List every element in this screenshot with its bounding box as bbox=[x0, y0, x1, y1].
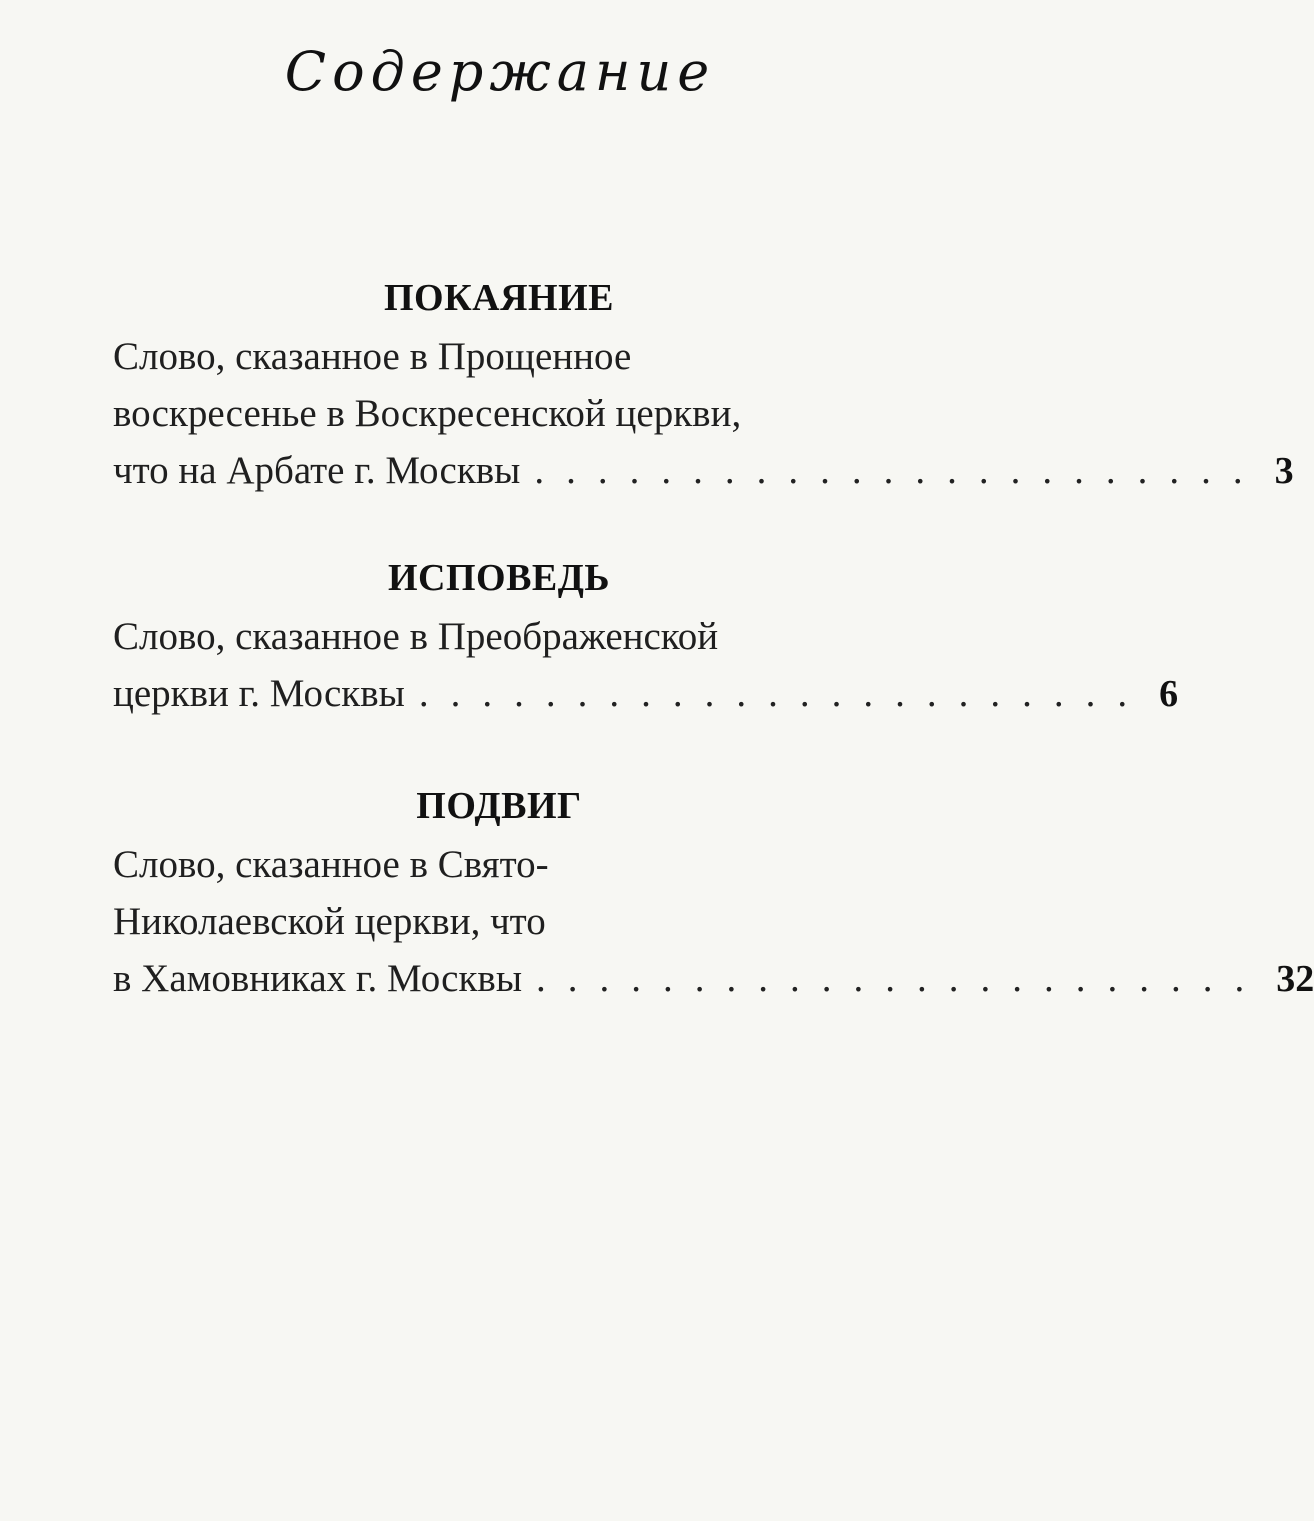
entry-line-with-page bbox=[113, 950, 1314, 1008]
entry-line: что на Арбате г. Москвы bbox=[113, 449, 521, 492]
toc-section-feat bbox=[113, 780, 1314, 1008]
dot-leader: ....................... bbox=[534, 449, 1265, 492]
entry-line: Слово, сказанное в Преображенской bbox=[113, 615, 719, 658]
entry-line: Слово, сказанное в Свято- bbox=[113, 843, 549, 886]
toc-section-confession bbox=[113, 552, 1179, 723]
entry-line: воскресенье в Воскресенской церкви, bbox=[113, 392, 742, 435]
dot-leader: ....................... bbox=[536, 957, 1267, 1000]
page-number: 6 bbox=[1159, 673, 1179, 715]
entry-line-with-page bbox=[113, 442, 1294, 500]
toc-section-repentance bbox=[113, 272, 1294, 500]
entry-line: в Хамовниках г. Москвы bbox=[113, 957, 523, 1000]
section-heading: ПОДВИГ bbox=[416, 785, 582, 827]
entry-line-with-page bbox=[113, 665, 1179, 723]
section-heading: ИСПОВЕДЬ bbox=[387, 557, 611, 599]
entry-line: Слово, сказанное в Прощенное bbox=[113, 335, 632, 378]
page-number: 3 bbox=[1274, 450, 1294, 492]
entry-line: Николаевской церкви, что bbox=[113, 900, 546, 943]
dot-leader: ....................... bbox=[418, 672, 1150, 715]
page-title: Содержание bbox=[284, 40, 716, 103]
section-heading: ПОКАЯНИЕ bbox=[383, 277, 614, 319]
page-number: 32 bbox=[1276, 958, 1314, 1000]
entry-line: церкви г. Москвы bbox=[113, 672, 405, 715]
